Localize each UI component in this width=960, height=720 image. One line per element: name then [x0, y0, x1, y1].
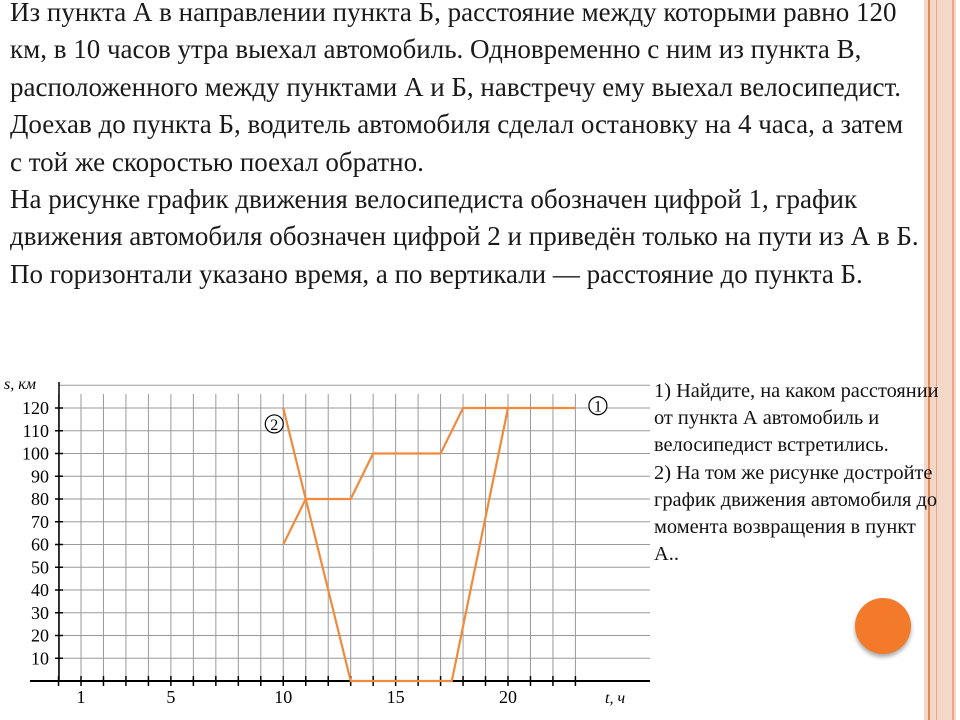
question-1: 1) Найдите, на каком расстоянии от пункта А автомобиль и велосипедист встретились. — [654, 380, 939, 457]
decorative-orange-circle — [855, 598, 911, 654]
y-tick-label: 90 — [31, 466, 49, 487]
decorative-side-line — [952, 0, 954, 720]
y-tick-label: 120 — [22, 398, 49, 418]
x-tick-label: 1 — [76, 687, 86, 707]
problem-statement — [10, 0, 920, 293]
chart-grid — [59, 385, 650, 681]
x-tick-label: 20 — [499, 687, 517, 707]
problem-paragraph-2: На рисунке график движения велосипедиста обозначен цифрой 1, график движения автомобиля обозначен цифрой 2 и приведён только на пути из А в Б. По горизонтали указано время, а по вертикали — расстояние до пункта Б. — [10, 184, 919, 289]
chart-series-markers — [265, 397, 607, 434]
y-tick-label: 70 — [31, 511, 49, 532]
y-tick-label: 60 — [31, 534, 49, 555]
question-2: 2) На том же рисунке достройте график движения автомобиля до момента возвращения в пункт А.. — [654, 461, 938, 566]
motion-chart — [0, 376, 660, 710]
y-tick-label: 30 — [31, 602, 49, 623]
x-tick-label: 15 — [386, 687, 405, 707]
y-tick-label: 100 — [22, 443, 49, 464]
y-axis-label: s, км — [4, 376, 36, 393]
questions-panel — [654, 378, 939, 568]
x-axis-label: t, ч — [605, 690, 626, 707]
y-tick-label: 40 — [31, 580, 49, 600]
y-tick-label: 80 — [31, 489, 49, 509]
decorative-side-line — [928, 0, 930, 720]
x-tick-label: 5 — [166, 687, 176, 707]
y-tick-label: 50 — [31, 557, 49, 578]
series-marker-label-2: 2 — [270, 416, 279, 434]
y-tick-label: 20 — [31, 625, 49, 646]
y-tick-label: 10 — [31, 648, 49, 669]
problem-paragraph-1: Из пункта А в направлении пункта Б, расстояние между которыми равно 120 км, в 10 часов утра выехал автомобиль. Одновременно с ним из пункта В, расположенного между пунктами А и Б, навстречу ему выехал велосипедист. Доехав до пункта Б, водитель автомобиля сделал остановку на 4 часа, а затем с той же скоростью поехал обратно. — [10, 0, 904, 177]
y-tick-label: 110 — [22, 420, 49, 441]
decorative-side-line — [936, 0, 937, 720]
series-marker-label-1: 1 — [593, 398, 602, 416]
x-tick-label: 10 — [274, 687, 293, 707]
chart-tick-labels — [22, 398, 575, 707]
